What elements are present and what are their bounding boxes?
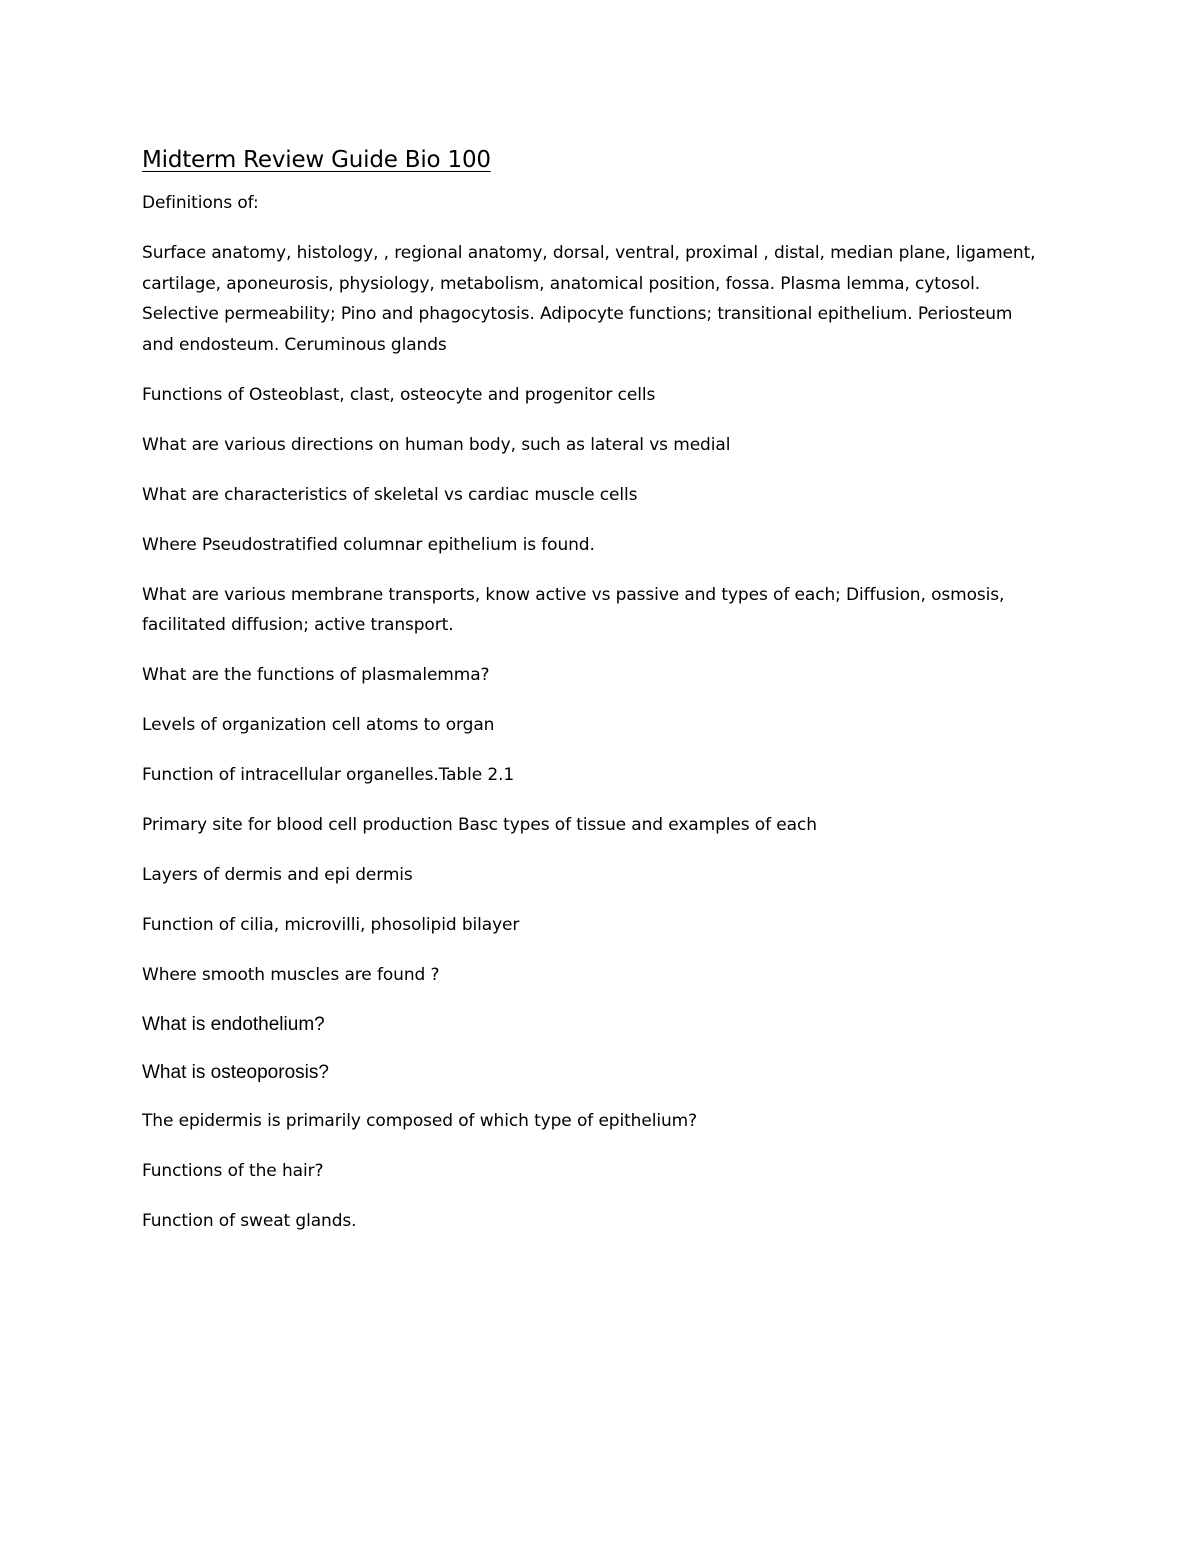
paragraph-osteoblast-functions: Functions of Osteoblast, clast, osteocyte and progenitor cells bbox=[142, 384, 656, 405]
paragraph-endothelium: What is endothelium? bbox=[142, 1014, 325, 1035]
document-body bbox=[142, 144, 1042, 1256]
paragraph-epidermis-epithelium: The epidermis is primarily composed of which type of epithelium? bbox=[142, 1111, 698, 1131]
paragraph-definitions-list: Surface anatomy, histology, , regional anatomy, dorsal, ventral, proximal , distal, median plane, ligament, cartilage, aponeurosis, physiology, metabolism, anatomical position, fossa. Plasma lemma, cytosol. Selective permeability; Pino and phagocytosis. Adipocyte functions; transitional epithelium. Periosteum and endosteum. Ceruminous glands bbox=[142, 243, 1036, 355]
paragraph-organelles: Function of intracellular organelles.Table 2.1 bbox=[142, 765, 515, 785]
paragraph-blood-cell-production: Primary site for blood cell production Basc types of tissue and examples of each bbox=[142, 815, 817, 835]
paragraph-pseudostratified: Where Pseudostratified columnar epithelium is found. bbox=[142, 534, 595, 555]
paragraph-levels-of-organization: Levels of organization cell atoms to organ bbox=[142, 715, 495, 735]
paragraph-hair-functions: Functions of the hair? bbox=[142, 1161, 324, 1181]
paragraph-sweat-glands: Function of sweat glands. bbox=[142, 1211, 357, 1231]
paragraph-dermis-layers: Layers of dermis and epi dermis bbox=[142, 865, 413, 885]
paragraph-osteoporosis: What is osteoporosis? bbox=[142, 1062, 329, 1083]
paragraph-plasmalemma: What are the functions of plasmalemma? bbox=[142, 665, 490, 685]
paragraph-cilia-microvilli: Function of cilia, microvilli, phosolipid bilayer bbox=[142, 915, 520, 935]
paragraph-body-directions: What are various directions on human body, such as lateral vs medial bbox=[142, 434, 731, 455]
paragraph-definitions-heading: Definitions of: bbox=[142, 193, 259, 213]
paragraph-muscle-characteristics: What are characteristics of skeletal vs cardiac muscle cells bbox=[142, 484, 638, 505]
paragraph-membrane-transports: What are various membrane transports, know active vs passive and types of each; Diffusion, osmosis, facilitated diffusion; active transport. bbox=[142, 584, 1005, 635]
document-title: Midterm Review Guide Bio 100 bbox=[142, 147, 491, 173]
paragraph-smooth-muscles: Where smooth muscles are found ? bbox=[142, 965, 440, 985]
